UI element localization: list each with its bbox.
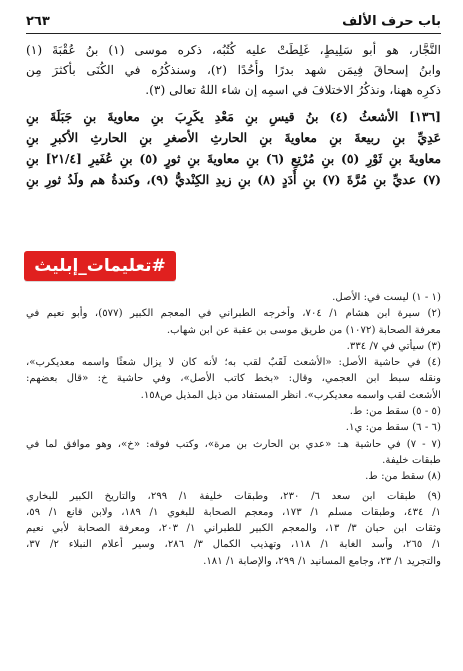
footnote-line: (٧ - ٧) في حاشية هـ: «عدي بن الحارث بن مرة»، وكتب فوقه: «خ»، وهو موافق لما في (26, 438, 441, 450)
page-header (26, 10, 441, 32)
footnote-line: (٥ - ٥) سقط من: ط. (349, 406, 441, 418)
text-line: ذكرِه ههنا، ونذكُرُ الاختلافَ في اسمِه إن شاء اللهُ تعالى (٣). (145, 83, 441, 97)
page-number: ٢٦٣ (26, 13, 50, 29)
header-divider (26, 33, 441, 34)
watermark-text: #تعليمات_إبليث (34, 256, 166, 276)
chapter-title: باب حرف الألف (342, 13, 441, 29)
footnote-line: ١/ ٢٦٥، وأسد الغابة ١/ ١١٨، وتهذيب الكمال ٣/ ٢٨٦، وسير أعلام النبلاء ٢/ ٣٧، (26, 539, 441, 551)
entry-line: معاويةَ بنِ ثَوْرِ (٥) بنِ مُرْتِعِ (٦) بنِ معاويةَ بنِ ثورٍ (٥) بنِ عُفَيرِ [٢١/٤] بنِ (26, 151, 441, 166)
footnote-line: والتجريد ١/ ٢٣، وجامع المسانيد ١/ ٢٩٩، والإصابة ١/ ١٨١. (203, 555, 441, 567)
footnote-line: وثقات ابن حبان ٣/ ١٣، والمعجم الكبير للطبراني ١/ ٢٠٣، ومعرفة الصحابة لأبي نعيم (26, 523, 441, 535)
footnote-line: (٨) سقط من: ط. (365, 471, 441, 483)
footnote-line: (٦ - ٦) سقط من: ي١. (345, 422, 441, 434)
watermark-label (24, 251, 176, 281)
footnote-line: الأشعث لقب واسمه معديكرب». انظر المستفاد من ذيل المذيل ص١٥٨. (140, 389, 441, 401)
entry-line: (٧) عديِّ بنِ مُرَّةَ (٧) بنِ أُدَدٍ (٨) بنِ زيدِ الكِنْديُّ (٩)، وكندةُ هم ولَدُ ثورِ بنِ (26, 172, 441, 187)
footnote-line: معرفة الصحابة (١٠٧٢) من طريق موسى بن عقبة عن ابن شهاب. (166, 324, 441, 336)
footnote-line: ١/ ٤٣٤، وطبقات مسلم ١/ ١٧٣، ومعجم الصحابة للبغوي ١/ ١٨٩، ولابن قانع ١/ ٥٩، (26, 506, 441, 518)
footnote-line: (٩) طبقات ابن سعد ٦/ ٢٣٠، وطبقات خليفة ١/ ٢٩٩، والتاريخ الكبير للبخاري (26, 490, 441, 502)
entry-line: عَدِيِّ بنِ ربيعةَ بنِ معاويةَ بنِ الحارثِ الأصغرِ بنِ الحارثِ الأكبرِ بنِ (26, 130, 441, 145)
footnote-line: طبقات خليفة. (382, 454, 441, 466)
footnote-line: (٢) سيرة ابن هشام ١/ ٧٠٤، وأخرجه الطبراني في المعجم الكبير (٥٧٧)، وأبو نعيم في (26, 308, 441, 320)
footnote-line: ونقله سبط ابن العجمي، وقال: «بخط كاتب الأصل»، وفي حاشية خ: «قال بعضهم: (26, 373, 441, 385)
text-line: النَّجَّار، هو أبو سَلِيطٍ، غَلِطَتْ عليه كُتُبُه، ذكره موسى (١) بنُ عُقْبَةَ (١) (26, 43, 441, 57)
footnote-line: (١ - ١) ليست في: الأصل. (332, 292, 441, 303)
main-text (26, 40, 441, 190)
footnote-line: (٤) في حاشية الأصل: «الأشعث لَقَبٌ لقب به؛ لأنه كان لا يزال شعثًا واسمه معديكرب»، (26, 357, 441, 369)
footnote-line: (٣) سيأتي في ٧/ ٣٣٤. (346, 340, 441, 352)
entry-line: [١٣٦] الأشعثُ (٤) بنُ قيسِ بنِ مَعْدِ يكَرِبَ بنِ معاويةَ بنِ جَبَلَةَ بنِ (26, 109, 441, 124)
footnotes (26, 290, 441, 570)
text-line: وابنُ إسحاقَ فِيمَن شهد بدرًا وأُحُدًا (٢)، وسنذكُرُه في الكُنَى بأكثرَ مِن (26, 63, 441, 77)
